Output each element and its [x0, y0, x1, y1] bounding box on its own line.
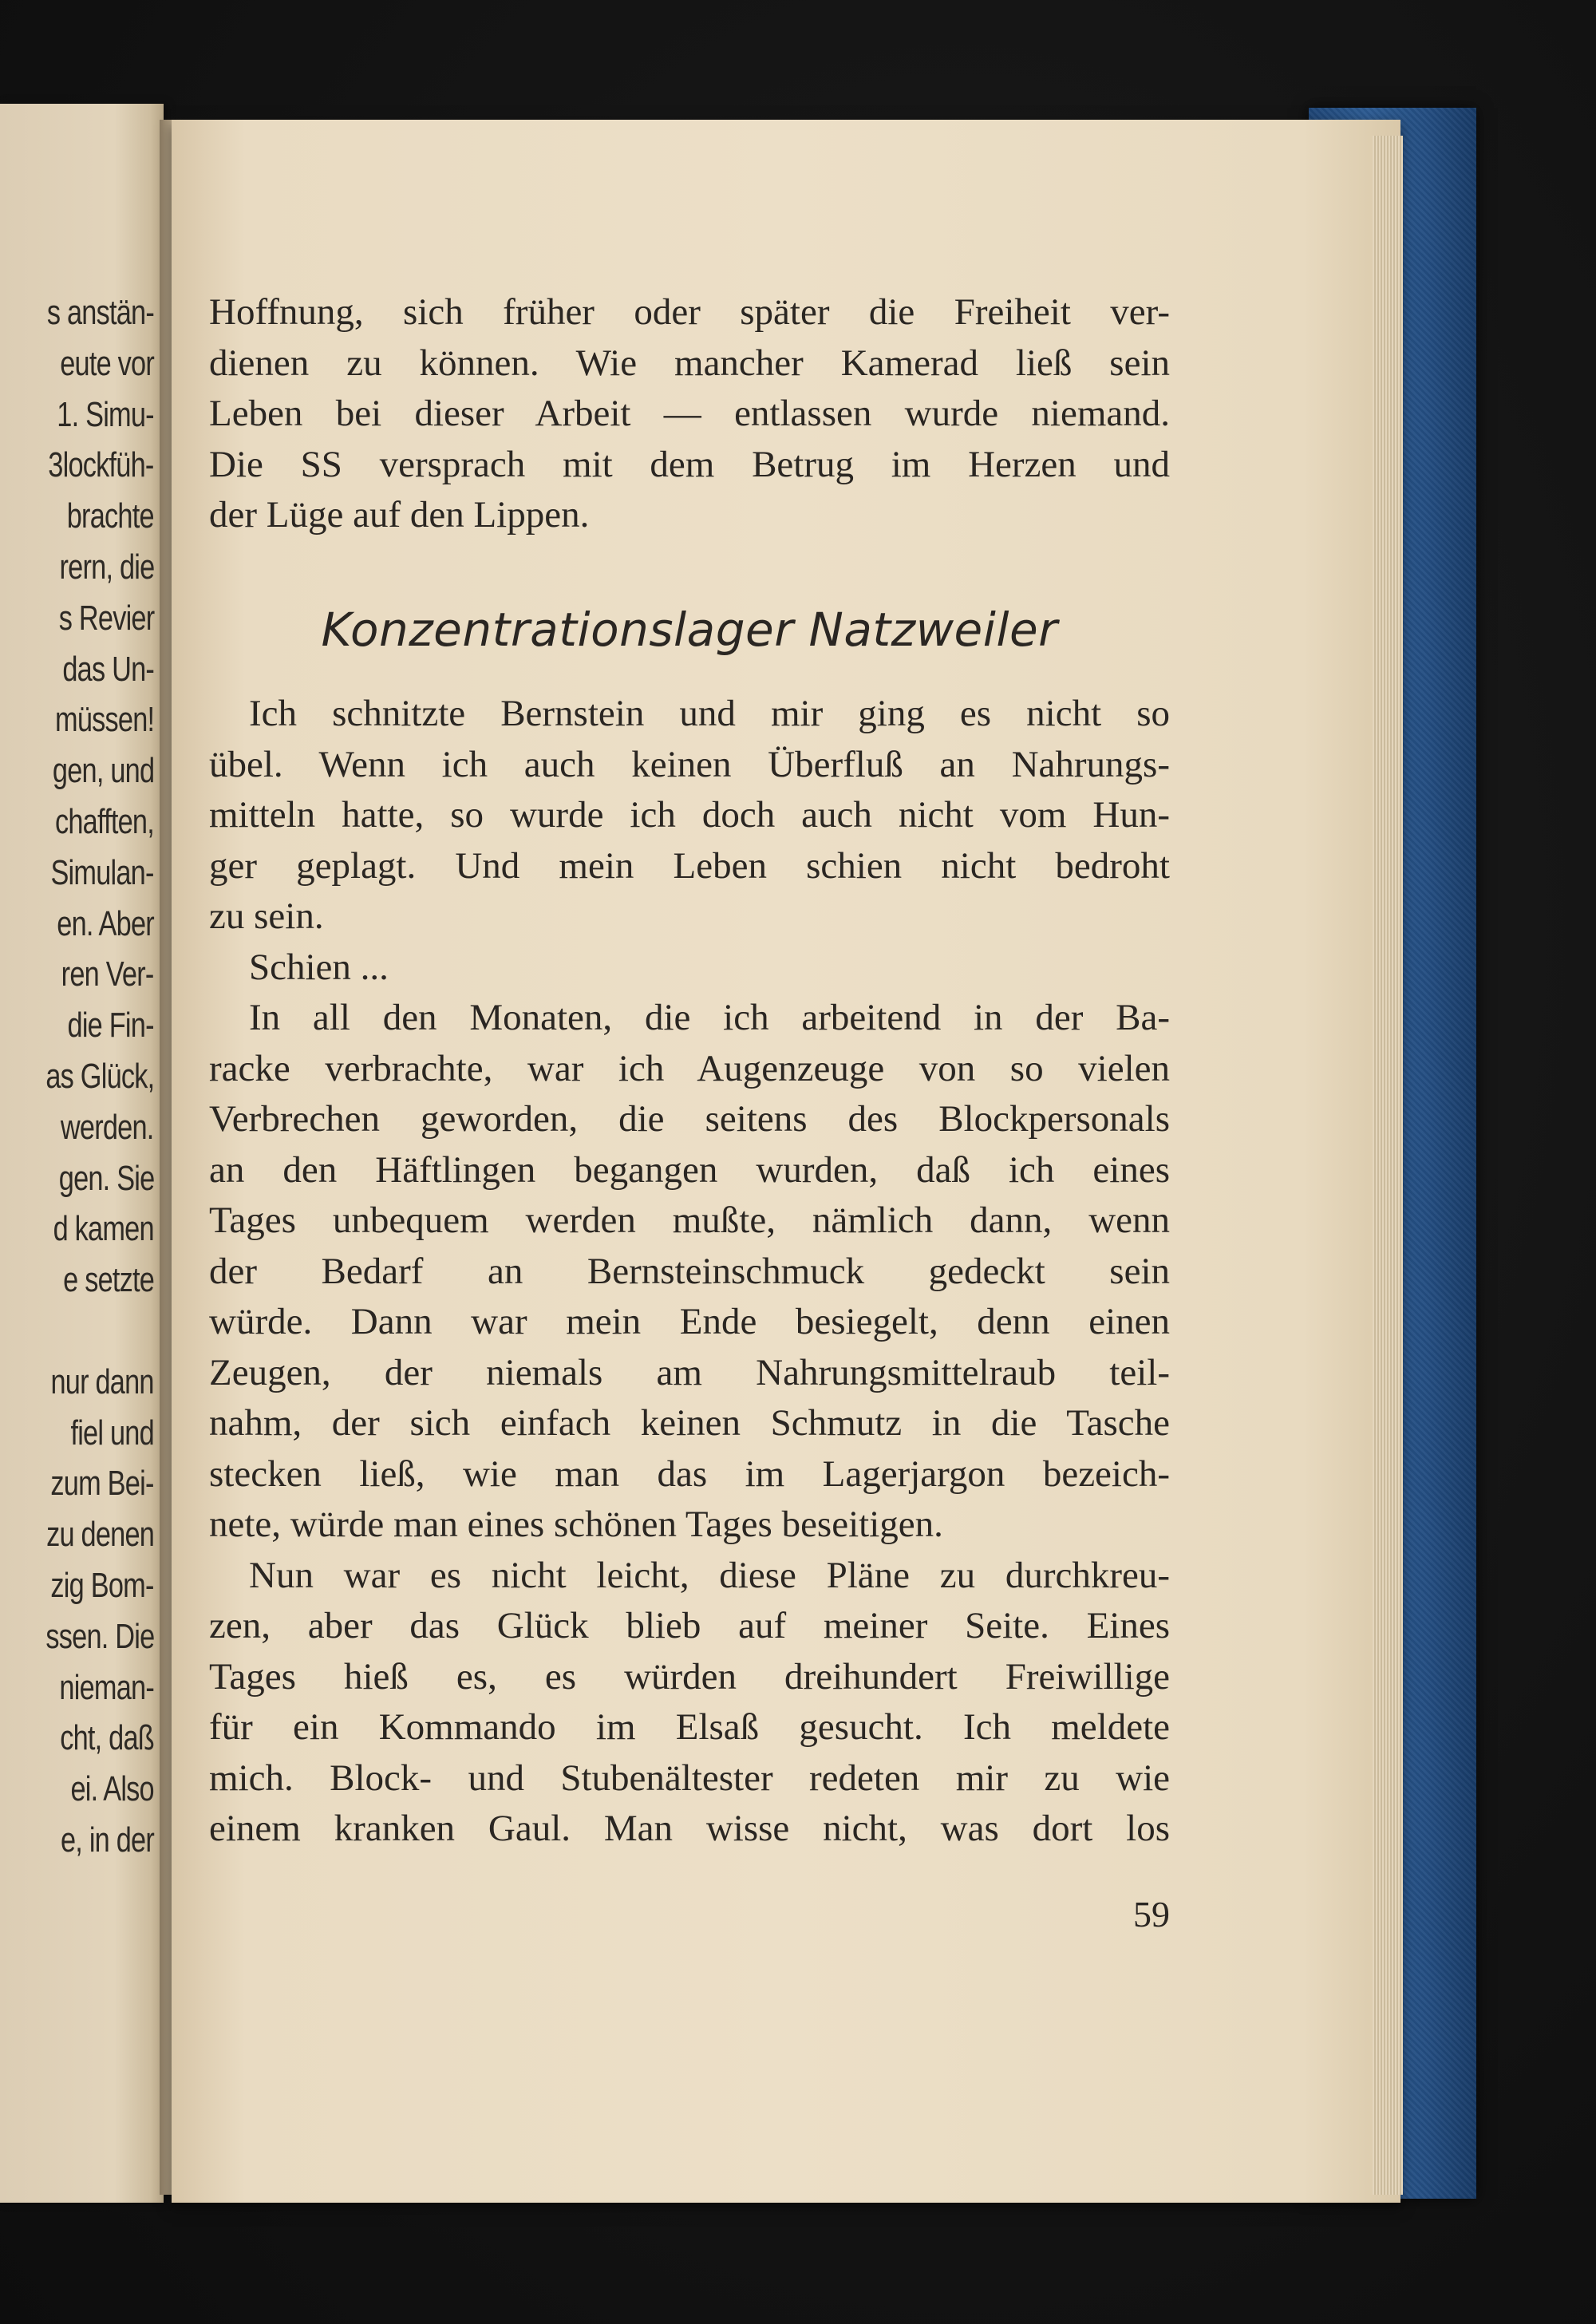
text-line: racke verbrachte, war ich Augenzeuge von so vielen [209, 1047, 1170, 1089]
text-line: der Lüge auf den Lippen. [209, 494, 590, 536]
left-page-fragment: zu denen [46, 1515, 154, 1555]
page-number: 59 [1133, 1894, 1170, 1935]
left-page-fragment: en. Aber [57, 903, 154, 943]
text-line: Tages unbequem werden mußte, nämlich dann, wenn [209, 1200, 1170, 1241]
text-line: zen, aber das Glück blieb auf meiner Seite. Eines [209, 1605, 1170, 1646]
left-page-fragment: s anstän- [46, 293, 154, 332]
text-line: Die SS versprach mit dem Betrug im Herzen und [209, 443, 1170, 485]
left-page-fragment: 3lockfüh- [48, 445, 154, 485]
text-line: der Bedarf an Bernsteinschmuck gedeckt sein [209, 1250, 1170, 1292]
left-page-fragment: zum Bei- [50, 1464, 154, 1504]
chapter-body [209, 689, 1170, 1855]
left-page-fragment: gen, und [52, 751, 154, 791]
left-page-fragment: d kamen [53, 1209, 154, 1249]
left-page-fragment: cht, daß [60, 1718, 154, 1758]
left-page-fragment: ei. Also [70, 1769, 154, 1809]
text-line: Schien ... [249, 946, 389, 988]
left-page-fragment: as Glück, [45, 1057, 154, 1096]
text-line: übel. Wenn ich auch keinen Überfluß an Nahrungs- [209, 743, 1170, 785]
text-line: mich. Block- und Stubenältester redeten mir zu wie [209, 1757, 1170, 1799]
left-page-fragment: s Revier [58, 598, 154, 638]
text-line: mitteln hatte, so wurde ich doch auch nicht vom Hun- [209, 794, 1170, 836]
left-page-fragment: gen. Sie [58, 1158, 154, 1198]
left-page-fragment: ren Ver- [61, 955, 154, 994]
text-line: an den Häftlingen begangen wurden, daß ich eines [209, 1148, 1170, 1191]
left-page-fragment: 1. Simu- [57, 394, 154, 434]
text-line: Leben bei dieser Arbeit — entlassen wurde niemand. [209, 393, 1170, 434]
left-page-fragment: chafften, [54, 802, 154, 841]
text-line: Zeugen, der niemals am Nahrungsmittelraub teil- [209, 1351, 1170, 1393]
text-line: für ein Kommando im Elsaß gesucht. Ich meldete [209, 1706, 1170, 1748]
text-line: Tages hieß es, es würden dreihundert Freiwillige [209, 1655, 1170, 1698]
text-line: stecken ließ, wie man das im Lagerjargon bezeich- [209, 1452, 1170, 1495]
left-page-fragment: die Fin- [67, 1006, 154, 1045]
text-line: In all den Monaten, die ich arbeitend in der Ba- [249, 997, 1170, 1038]
left-page-fragment: e, in der [61, 1820, 154, 1860]
text-line: nahm, der sich einfach keinen Schmutz in die Tasche [209, 1402, 1170, 1444]
left-page-fragment: e setzte [63, 1260, 154, 1300]
left-page-fragment: rern, die [59, 547, 154, 587]
text-line: Verbrechen geworden, die seitens des Blockpersonals [209, 1098, 1170, 1140]
left-page-fragment: das Un- [62, 649, 154, 689]
chapter-heading: Konzentrationslager Natzweiler [321, 603, 1058, 657]
left-page-fragment: nieman- [59, 1667, 154, 1707]
text-line: würde. Dann war mein Ende besiegelt, denn einen [209, 1301, 1170, 1342]
left-page-fragment: werden. [61, 1107, 154, 1147]
text-line: nete, würde man eines schönen Tages beseitigen. [209, 1504, 943, 1545]
text-line: zu sein. [209, 895, 324, 937]
text-line: ger geplagt. Und mein Leben schien nicht bedroht [209, 844, 1170, 887]
left-page-fragment: eute vor [60, 343, 154, 383]
left-page-fragment: zig Bom- [50, 1566, 154, 1605]
left-page-fragment: fiel und [70, 1413, 154, 1452]
left-page [0, 104, 164, 2203]
left-page-fragment: brachte [66, 496, 154, 536]
text-line: Hoffnung, sich früher oder später die Freiheit ver- [209, 291, 1170, 333]
page-edges [1373, 136, 1403, 2195]
text-line: Ich schnitzte Bernstein und mir ging es nicht so [249, 693, 1170, 734]
text-line: Nun war es nicht leicht, diese Pläne zu durchkreu- [249, 1554, 1170, 1596]
text-line: einem kranken Gaul. Man wisse nicht, was dort los [209, 1808, 1170, 1849]
left-page-fragment: müssen! [54, 700, 154, 740]
left-page-fragment: nur dann [50, 1362, 154, 1401]
opening-paragraph [209, 287, 1170, 541]
left-page-fragment: Simulan- [50, 852, 154, 892]
left-page-fragment: ssen. Die [45, 1616, 154, 1656]
text-line: dienen zu können. Wie mancher Kamerad ließ sein [209, 342, 1170, 384]
